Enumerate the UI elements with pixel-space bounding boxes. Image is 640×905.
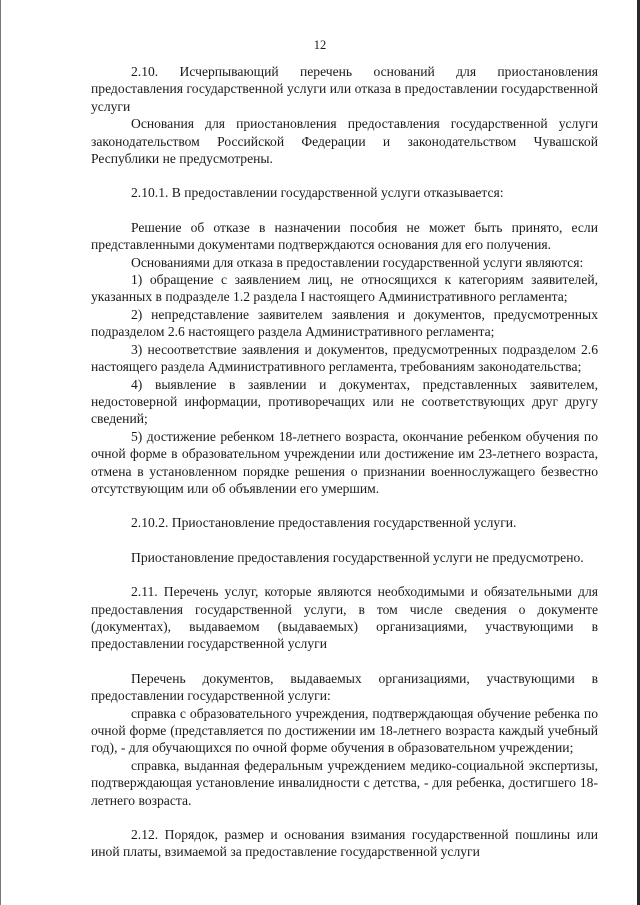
paragraph: Приостановление предоставления государственной услуги не предусмотрено. xyxy=(131,549,584,565)
paragraph: 2.10.1. В предоставлении государственной услуги отказывается: xyxy=(131,185,504,201)
paragraph: Основаниями для отказа в предоставлении государственной услуги являются: xyxy=(131,254,584,270)
paragraph-gap xyxy=(91,202,598,219)
paragraph: Перечень документов, выдаваемых организациями, участвующими в предоставлении государственной услуги: xyxy=(91,670,598,704)
paragraph: Решение об отказе в назначении пособия не может быть принято, если представленными документами подтверждаются основания для его получения. xyxy=(91,219,598,253)
paragraph-gap xyxy=(91,167,598,184)
paragraph-gap xyxy=(91,532,598,549)
paragraph: 5) достижение ребенком 18-летнего возраста, окончание ребенком обучения по очной форме в образовательном учреждении или достижение им 23-летнего возраста, отмена в установленном порядке решения о признании военнослужащего безвестно отсутствующим или об объявлении его умершим. xyxy=(91,428,598,496)
paragraph: 1) обращение с заявлением лиц, не относящихся к категориям заявителей, указанных в подразделе 1.2 раздела I настоящего Административного регламента; xyxy=(91,272,598,305)
paragraph: 2.11. Перечень услуг, которые являются необходимыми и обязательными для предоставления государственной услуги, в том числе сведения о документе (документах), выдаваемом (выдаваемых) организациями, участвующими в предоставлении государственной услуги xyxy=(91,584,598,652)
paragraph: 3) несоответствие заявления и документов, предусмотренных подразделом 2.6 настоящего раздела Административного регламента, требованиям законодательства; xyxy=(91,341,598,375)
paragraph: 2) непредставление заявителем заявления и документов, предусмотренных подразделом 2.6 настоящего раздела Административного регламента; xyxy=(91,306,598,340)
paragraph-gap xyxy=(91,653,598,670)
paragraph: Основания для приостановления предоставления государственной услуги законодательством Российской Федерации и законодательством Чувашской Республики не предусмотрены. xyxy=(91,116,598,167)
paragraph-gap xyxy=(91,809,598,826)
paragraph-gap xyxy=(91,566,598,583)
paragraph: 4) выявление в заявлении и документах, представленных заявителем, недостоверной информации, противоречащих или не соответствующих друг другу сведений; xyxy=(91,376,598,427)
page-number: 12 xyxy=(313,38,327,52)
document-body xyxy=(91,63,598,861)
paragraph: справка с образовательного учреждения, подтверждающая обучение ребенка по очной форме (представляется по достижении им 18-летнего возраста каждый учебный год), - для обучающихся по очной форме обучения в образовательном учреждении; xyxy=(91,705,598,756)
scan-edge-left xyxy=(0,0,1,905)
paragraph: справка, выданная федеральным учреждением медико-социальной экспертизы, подтверждающая установление инвалидности с детства, - для ребенка, достигшего 18-летнего возраста. xyxy=(91,757,598,808)
paragraph-gap xyxy=(91,497,598,514)
paragraph: 2.12. Порядок, размер и основания взимания государственной пошлины или иной платы, взимаемой за предоставление государственной услуги xyxy=(91,827,598,860)
paragraph: 2.10. Исчерпывающий перечень оснований для приостановления предоставления государственной услуги или отказа в предоставлении государственной услуги xyxy=(91,64,598,114)
paragraph: 2.10.2. Приостановление предоставления государственной услуги. xyxy=(131,515,517,531)
